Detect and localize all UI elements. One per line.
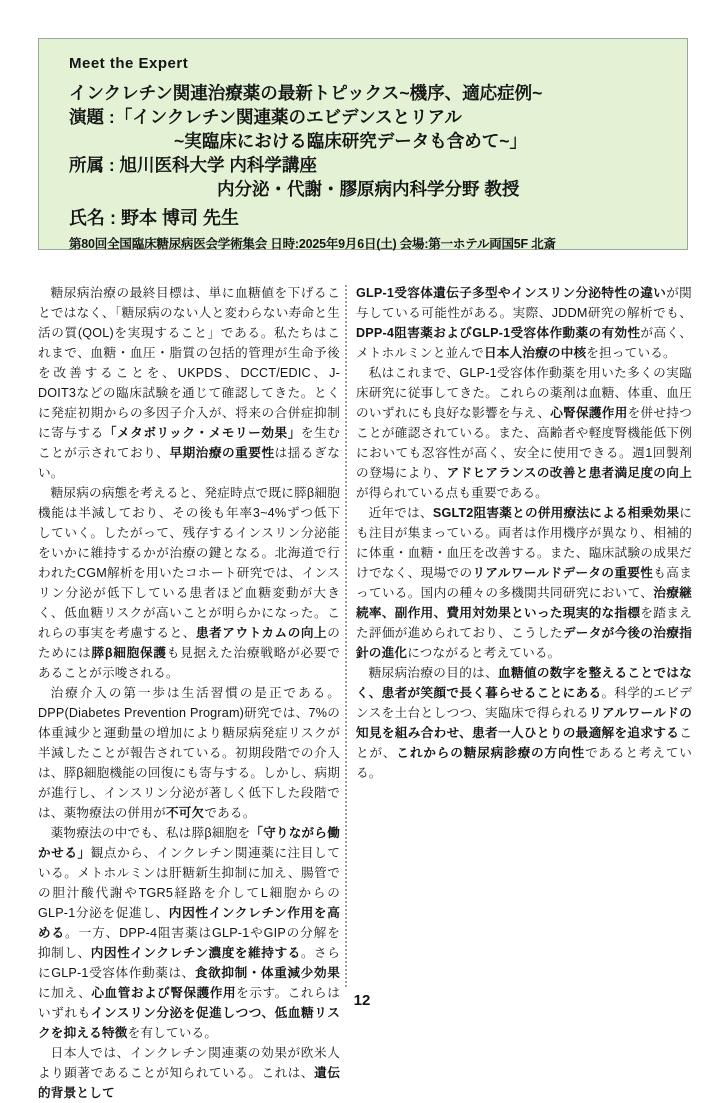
presentation-title-line2: ~実臨床における臨床研究データも含めて~」 bbox=[174, 131, 527, 151]
left-column bbox=[38, 283, 340, 1103]
paragraph: 近年では、SGLT2阻害薬との併用療法による相乗効果にも注目が集まっている。両者は作用機序が異なり、相補的に体重・血糖・血圧を改善する。また、臨床試験の成果だけでなく、現場でのリアルワールドデータの重要性も高まっている。国内の種々の多機関共同研究において、治療継続率、副作用、費用対効果といった現実的な指標を踏まえた評価が進められており、こうしたデータが今後の治療指針の進化につながると考えている。 bbox=[356, 506, 693, 660]
paragraph: 糖尿病治療の目的は、血糖値の数字を整えることではなく、患者が笑顔で長く暮らせることにある。科学的エビデンスを土台としつつ、実臨床で得られるリアルワールドの知見を組み合わせ、患者一人ひとりの最適解を追求することが、これからの糖尿病診療の方向性であると考えている。 bbox=[356, 666, 692, 780]
series-label: Meet the Expert bbox=[69, 55, 189, 72]
lecture-header-box bbox=[38, 38, 688, 250]
affiliation-line2: 内分泌・代謝・膠原病内科学分野 教授 bbox=[217, 179, 520, 199]
presentation-title-line1: 演題 :「インクレチン関連薬のエビデンスとリアル bbox=[69, 107, 462, 127]
affiliation-line1: 所属 : 旭川医科大学 内科学講座 bbox=[69, 155, 317, 175]
paragraph: 糖尿病治療の最終目標は、単に血糖値を下げることではなく、「糖尿病のない人と変わらない寿命と生活の質(QOL)を実現すること」である。私たちはこれまで、血糖・血圧・脂質の包括的管理が生命予後を改善することを、UKPDS、DCCT/EDIC、J-DOIT3などの臨床試験を通じて確認してきた。とくに発症初期からの多因子介入が、将来の合併症抑制に寄与する「メタボリック・メモリー効果」を生むことが示されており、早期治療の重要性は揺るぎない。 bbox=[38, 286, 341, 480]
event-info: 第80回全国臨床糖尿病医会学術集会 日時:2025年9月6日(土) 会場:第一ホテル両国5F 北斎 bbox=[69, 237, 556, 251]
paragraph: 日本人では、インクレチン関連薬の効果が欧米人より顕著であることが知られている。これは、遺伝的背景として bbox=[38, 1046, 341, 1100]
paragraph: GLP-1受容体遺伝子多型やインスリン分泌特性の違いが関与している可能性がある。実際、JDDM研究の解析でも、DPP-4阻害薬およびGLP-1受容体作動薬の有効性が高く、メトホルミンと並んで日本人治療の中核を担っている。 bbox=[356, 286, 692, 360]
paragraph: 糖尿病の病態を考えると、発症時点で既に膵β細胞機能は半減しており、その後も年率3~4%ずつ低下していく。したがって、残存するインスリン分泌能をいかに維持するかが治療の鍵となる。北海道で行われたCGM解析を用いたコホート研究では、インスリン分泌が低下している患者ほど血糖変動が大きく、低血糖リスクが高いことが明らかになった。これらの事実を考慮すると、患者アウトカムの向上のためには膵β細胞保護も見据えた治療戦略が必要であることが示唆される。 bbox=[38, 486, 341, 680]
paragraph: 薬物療法の中でも、私は膵β細胞を「守りながら働かせる」観点から、インクレチン関連薬に注目している。メトホルミンは肝糖新生抑制に加え、腸管での胆汁酸代謝やTGR5経路を介してL細胞からのGLP-1分泌を促進し、内因性インクレチン作用を高める。一方、DPP-4阻害薬はGLP-1やGIPの分解を抑制し、内因性インクレチン濃度を維持する。さらにGLP-1受容体作動薬は、食欲抑制・体重減少効果に加え、心血管および腎保護作用を示す。これらはいずれもインスリン分泌を促進しつつ、低血糖リスクを抑える特徴を有している。 bbox=[38, 826, 341, 1040]
column-divider bbox=[345, 285, 347, 987]
paragraph: 私はこれまで、GLP-1受容体作動薬を用いた多くの実臨床研究に従事してきた。これらの薬剤は血糖、体重、血圧のいずれにも良好な影響を与え、心腎保護作用を併せ持つことが確認されている。また、高齢者や軽度腎機能低下例においても忍容性が高く、安全に使用できる。週1回製剤の登場により、アドヒアランスの改善と患者満足度の向上が得られている点も重要である。 bbox=[356, 366, 692, 500]
speaker-name: 氏名 : 野本 博司 先生 bbox=[69, 208, 239, 228]
lecture-topic-title: インクレチン関連治療薬の最新トピックス~機序、適応症例~ bbox=[69, 83, 543, 103]
right-column bbox=[356, 283, 692, 783]
page-number: 12 bbox=[353, 992, 371, 1009]
paragraph: 治療介入の第一歩は生活習慣の是正である。DPP(Diabetes Prevention Program)研究では、7%の体重減少と運動量の増加により糖尿病発症リスクが半減したことが報告されている。初期段階での介入は、膵β細胞機能の回復にも寄与する。しかし、病期が進行し、インスリン分泌が著しく低下した段階では、薬物療法の併用が不可欠である。 bbox=[38, 686, 340, 820]
